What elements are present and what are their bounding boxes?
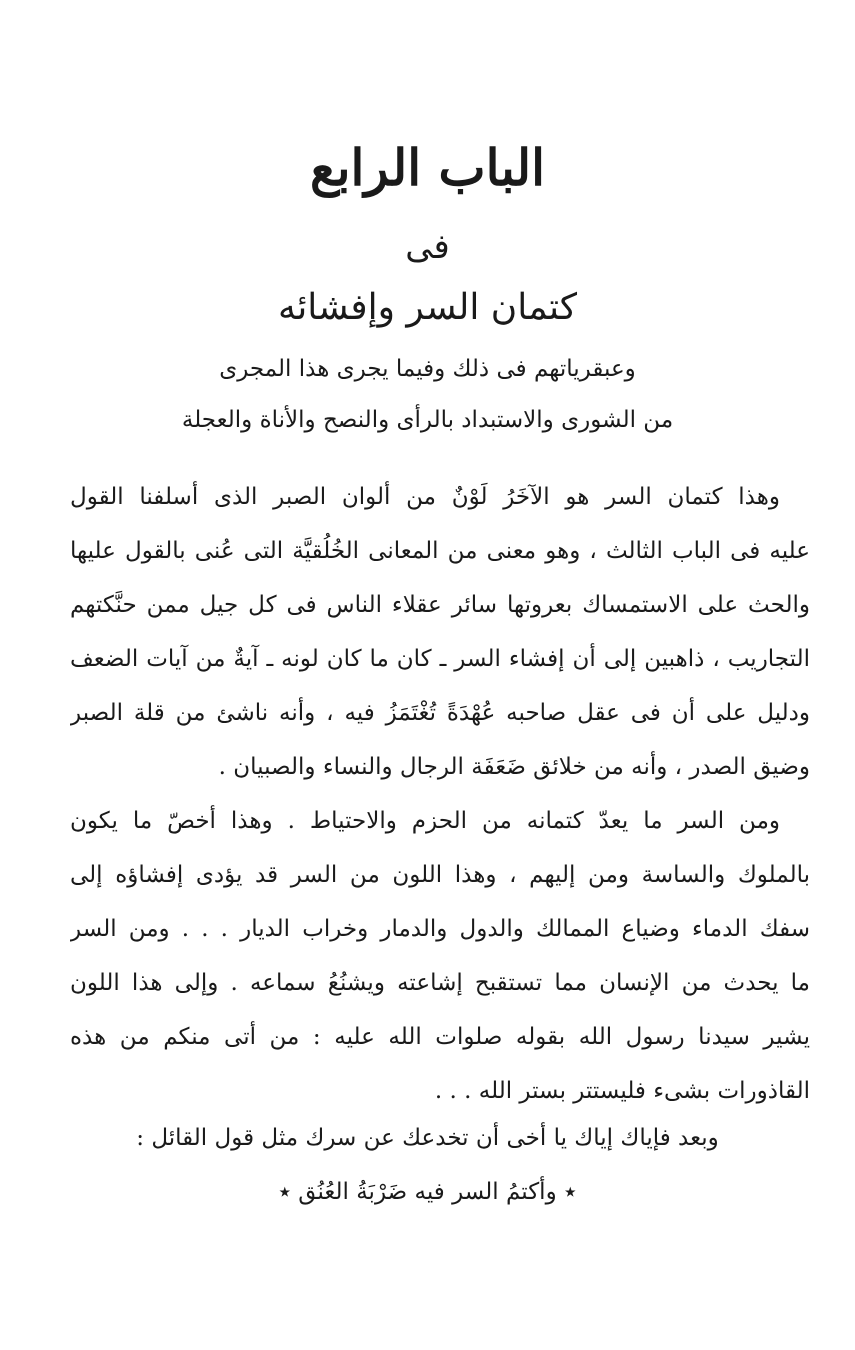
body-text — [70, 470, 810, 1118]
text-line: ودليل على أن فى عقل صاحبه عُهْدَةً تُغْتَمَزُ فيه ، وأنه ناشئ من قلة الصبر — [70, 700, 810, 726]
text-line: والحث على الاستمساك بعروتها سائر عقلاء الناس فى كل جيل ممن حنَّكتهم — [70, 592, 810, 618]
verse-introduction: وبعد فإياك إياك يا أخى أن تخدعك عن سرك مثل قول القائل : — [136, 1125, 719, 1151]
text-line: ما يحدث من الإنسان مما تستقبح إشاعته ويشنُعُ سماعه . وإلى هذا اللون — [70, 970, 810, 996]
chapter-subtitle: كتمان السر وإفشائه — [277, 287, 578, 328]
chapter-title: الباب الرابع — [309, 138, 546, 197]
text-line: وضيق الصدر ، وأنه من خلائق ضَعَفَة الرجال والنساء والصبيان . — [218, 754, 810, 780]
text-line: ومن السر ما يعدّ كتمانه من الحزم والاحتياط . وهذا أخصّ ما يكون — [70, 808, 780, 834]
chapter-description-line-1: وعبقرياتهم فى ذلك وفيما يجرى هذا المجرى — [219, 356, 636, 382]
poetry-verse: ٭ وأكتمُ السر فيه ضَرْبَةُ العُنُق ٭ — [278, 1179, 577, 1205]
text-line: التجاريب ، ذاهبين إلى أن إفشاء السر ـ كان ما كان لونه ـ آيةٌ من آيات الضعف — [70, 646, 810, 672]
text-line: وهذا كتمان السر هو الآخَرُ لَوْنٌ من ألوان الصبر الذى أسلفنا القول — [70, 484, 780, 510]
text-line: عليه فى الباب الثالث ، وهو معنى من المعانى الخُلُقيَّة التى عُنى بالقول عليها — [70, 538, 810, 564]
text-line: بالملوك والساسة ومن إليهم ، وهذا اللون من السر قد يؤدى إفشاؤه إلى — [70, 862, 810, 888]
chapter-preposition: فى — [405, 227, 450, 267]
chapter-description-line-2: من الشورى والاستبداد بالرأى والنصح والأناة والعجلة — [181, 407, 674, 433]
text-line: سفك الدماء وضياع الممالك والدول والدمار وخراب الديار . . . ومن السر — [70, 916, 810, 942]
text-line: القاذورات بشىء فليستتر بستر الله . . . — [434, 1078, 810, 1104]
text-line: يشير سيدنا رسول الله بقوله صلوات الله عليه : من أتى منكم من هذه — [70, 1024, 810, 1050]
